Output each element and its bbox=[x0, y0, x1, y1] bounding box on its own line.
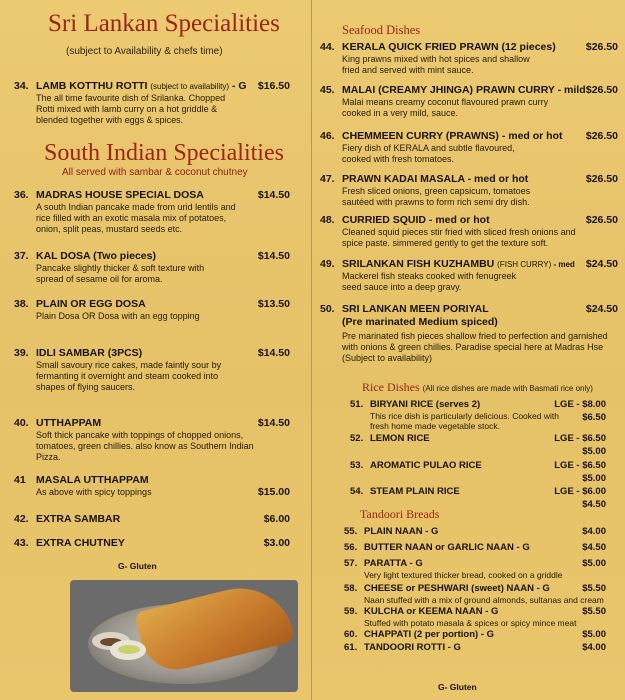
item-description: This rice dish is particularly delicious. Cooked with fresh home made vegetable stock. bbox=[370, 411, 559, 431]
item-price-large: LGE - $8.00 bbox=[554, 399, 606, 410]
menu-item bbox=[320, 173, 618, 208]
item-number: 46. bbox=[320, 130, 335, 142]
item-number: 37. bbox=[14, 250, 29, 262]
item-price: $14.50 bbox=[257, 347, 290, 359]
item-name: KAL DOSA (Two pieces) bbox=[36, 250, 156, 262]
item-name: PLAIN OR EGG DOSA bbox=[36, 298, 146, 310]
item-name: LAMB KOTTHU ROTTI bbox=[36, 80, 148, 92]
item-name: KULCHA or KEEMA NAAN - G bbox=[364, 606, 499, 617]
item-name: UTTHAPPAM bbox=[36, 417, 102, 429]
menu-item bbox=[14, 250, 290, 285]
item-number: 54. bbox=[350, 486, 364, 497]
item-price: $26.50 bbox=[585, 41, 618, 53]
item-description: Naan stuffed with a mix of ground almonds, sultanas and cream bbox=[364, 595, 604, 605]
menu-item bbox=[344, 582, 606, 605]
menu-item bbox=[320, 41, 618, 76]
item-price: $4.50 bbox=[582, 542, 606, 553]
item-number: 53. bbox=[350, 460, 364, 471]
item-name-line2: (Pre marinated Medium spiced) bbox=[342, 316, 498, 328]
item-price: $14.50 bbox=[257, 189, 290, 201]
item-price: $5.50 bbox=[582, 583, 606, 594]
menu-item bbox=[14, 347, 290, 393]
item-description: King prawns mixed with hot spices and shallow fried and served with mint sauce. bbox=[342, 54, 530, 75]
item-number: 44. bbox=[320, 41, 335, 53]
menu-item bbox=[14, 80, 290, 126]
item-price: $15.00 bbox=[257, 486, 290, 498]
item-name: TANDOORI ROTTI - G bbox=[364, 642, 461, 653]
seafood-title: Seafood Dishes bbox=[342, 23, 421, 37]
item-price-regular: $4.50 bbox=[582, 499, 606, 510]
item-description: Cleaned squid pieces stir fried with sliced fresh onions and spice paste. simmered gently to get the texture soft. bbox=[342, 227, 576, 248]
menu-item bbox=[320, 303, 618, 364]
item-name: PARATTA - G bbox=[364, 558, 423, 569]
item-price: $6.00 bbox=[263, 513, 290, 525]
item-number: 48. bbox=[320, 214, 335, 226]
menu-item bbox=[14, 189, 290, 235]
menu-item bbox=[350, 432, 606, 458]
item-note: (subject to availability) bbox=[150, 82, 230, 91]
item-number: 61. bbox=[344, 642, 358, 653]
menu-item bbox=[14, 298, 290, 322]
item-number: 40. bbox=[14, 417, 29, 429]
sri-lankan-subtitle: (subject to Availability & chefs time) bbox=[66, 46, 223, 57]
item-description: The all time favourite dish of Srilanka. Chopped Rotti mixed with lamb curry on a hot griddle & blended together with eggs & spices. bbox=[36, 93, 226, 125]
item-price: $3.00 bbox=[263, 537, 290, 549]
rice-title bbox=[362, 380, 593, 395]
menu-item bbox=[344, 628, 606, 641]
item-number: 39. bbox=[14, 347, 29, 359]
item-description: Mackerel fish steaks cooked with fenugreek seed sauce into a deep gravy. bbox=[342, 271, 517, 292]
item-name: MASALA UTTHAPPAM bbox=[36, 474, 149, 486]
menu-item bbox=[320, 258, 618, 293]
item-number: 36. bbox=[14, 189, 29, 201]
item-price: $5.00 bbox=[582, 558, 606, 569]
item-number: 57. bbox=[344, 558, 358, 569]
menu-item bbox=[344, 557, 606, 580]
item-price-regular: $6.50 bbox=[582, 412, 606, 423]
item-number: 38. bbox=[14, 298, 29, 310]
item-description: Soft thick pancake with toppings of chopped onions, tomatoes, green chillies. also know as Southern Indian Pizza. bbox=[36, 430, 254, 462]
menu-item bbox=[350, 459, 606, 485]
item-name: BUTTER NAAN or GARLIC NAAN - G bbox=[364, 542, 530, 553]
gluten-note: G- Gluten bbox=[118, 561, 157, 571]
menu-item bbox=[14, 417, 290, 463]
item-name: CHAPPATI (2 per portion) - G bbox=[364, 629, 495, 640]
item-price: $13.50 bbox=[257, 298, 290, 310]
menu-item bbox=[14, 513, 290, 526]
item-name: EXTRA SAMBAR bbox=[36, 513, 121, 525]
tandoori-title: Tandoori Breads bbox=[360, 507, 440, 521]
item-number: 55. bbox=[344, 526, 358, 537]
item-name: IDLI SAMBAR (3PCS) bbox=[36, 347, 143, 359]
item-number: 51. bbox=[350, 399, 364, 410]
item-number: 34. bbox=[14, 80, 29, 92]
item-price: $16.50 bbox=[257, 80, 290, 92]
item-price: $26.50 bbox=[585, 214, 618, 226]
item-price: $26.50 bbox=[585, 130, 618, 142]
rice-title-text: Rice Dishes bbox=[362, 380, 420, 394]
menu-item bbox=[14, 537, 290, 550]
item-price: $26.50 bbox=[585, 84, 618, 96]
left-column bbox=[0, 0, 311, 700]
item-price-large: LGE - $6.50 bbox=[554, 460, 606, 471]
menu-item bbox=[320, 214, 618, 249]
item-suffix: - med bbox=[551, 260, 575, 269]
item-price: $5.50 bbox=[582, 606, 606, 617]
item-number: 59. bbox=[344, 606, 358, 617]
item-number: 58. bbox=[344, 583, 358, 594]
item-name: STEAM PLAIN RICE bbox=[370, 486, 460, 497]
south-indian-subtitle: All served with sambar & coconut chutney bbox=[62, 167, 248, 178]
item-number: 42. bbox=[14, 513, 29, 525]
dosa-photo bbox=[70, 580, 298, 692]
item-description: Pre marinated fish pieces shallow fried to perfection and garnished with onions & green chillies. Paradise special here at Madras Hse (Subject to availability) bbox=[342, 331, 608, 363]
rice-note: (All rice dishes are made with Basmati rice only) bbox=[422, 384, 593, 393]
item-number: 56. bbox=[344, 542, 358, 553]
item-number: 60. bbox=[344, 629, 358, 640]
item-price: $4.00 bbox=[582, 526, 606, 537]
item-name: MADRAS HOUSE SPECIAL DOSA bbox=[36, 189, 204, 201]
menu-item bbox=[320, 130, 618, 165]
item-price: $14.50 bbox=[257, 417, 290, 429]
menu-item bbox=[320, 84, 618, 119]
menu-item bbox=[344, 605, 606, 628]
item-description: As above with spicy toppings bbox=[36, 487, 152, 497]
item-description: A south Indian pancake made from urid lentils and rice filled with an exotic masala mix of potatoes, onion, split peas, mustard seeds etc. bbox=[36, 202, 236, 234]
item-price: $5.00 bbox=[582, 629, 606, 640]
item-name: CHEESE or PESHWARI (sweet) NAAN - G bbox=[364, 583, 550, 594]
item-name: SRI LANKAN MEEN PORIYAL bbox=[342, 303, 489, 315]
item-name: PRAWN KADAI MASALA - med or hot bbox=[342, 173, 529, 185]
item-name: CHEMMEEN CURRY (PRAWNS) - med or hot bbox=[342, 130, 563, 142]
item-number: 52. bbox=[350, 433, 364, 444]
item-description: Malai means creamy coconut flavoured prawn curry cooked in a very mild, sauce. bbox=[342, 97, 549, 118]
item-name: CURRIED SQUID - med or hot bbox=[342, 214, 490, 226]
item-price-large: LGE - $6.00 bbox=[554, 486, 606, 497]
item-description: Fiery dish of KERALA and subtle flavoured, cooked with fresh tomatoes. bbox=[342, 143, 515, 164]
item-number: 49. bbox=[320, 258, 335, 270]
menu-item bbox=[344, 641, 606, 654]
item-description: Pancake slightly thicker & soft texture with spread of sesame oil for aroma. bbox=[36, 263, 205, 284]
item-number: 45. bbox=[320, 84, 335, 96]
item-note: (FISH CURRY) bbox=[497, 260, 552, 269]
item-name: PLAIN NAAN - G bbox=[364, 526, 439, 537]
item-name: KERALA QUICK FRIED PRAWN (12 pieces) bbox=[342, 41, 556, 53]
item-price-regular: $5.00 bbox=[582, 446, 606, 457]
item-name: SRILANKAN FISH KUZHAMBU bbox=[342, 258, 495, 270]
item-description: Small savoury rice cakes, made faintly sour by fermanting it overnight and steam cooked into shapes of flying saucers. bbox=[36, 360, 222, 392]
item-suffix: - G bbox=[229, 80, 247, 92]
item-description: Very light textured thicker bread, cooked on a griddle bbox=[364, 570, 563, 580]
menu-item bbox=[14, 474, 290, 498]
menu-item bbox=[350, 398, 606, 431]
item-price: $24.50 bbox=[585, 303, 618, 315]
item-description: Fresh sliced onions, green capsicum, tomatoes sautéed with prawns to form rich semi dry dish. bbox=[342, 186, 531, 207]
right-column bbox=[312, 0, 625, 700]
item-price: $26.50 bbox=[585, 173, 618, 185]
item-price: $14.50 bbox=[257, 250, 290, 262]
item-description: Stuffed with potato masala & spices or spicy mince meat bbox=[364, 618, 577, 628]
sri-lankan-title: Sri Lankan Specialities bbox=[48, 10, 280, 37]
item-name: BIRYANI RICE (serves 2) bbox=[370, 399, 481, 410]
item-name: LEMON RICE bbox=[370, 433, 430, 444]
item-number: 43. bbox=[14, 537, 29, 549]
menu-item bbox=[344, 525, 606, 538]
item-number: 41 bbox=[14, 474, 26, 486]
item-description: Plain Dosa OR Dosa with an egg topping bbox=[36, 311, 200, 321]
gluten-note: G- Gluten bbox=[438, 682, 477, 692]
menu-item bbox=[344, 541, 606, 554]
item-name: MALAI (CREAMY JHINGA) PRAWN CURRY - mild bbox=[342, 84, 586, 96]
south-indian-title: South Indian Specialities bbox=[44, 140, 284, 166]
item-name: EXTRA CHUTNEY bbox=[36, 537, 125, 549]
item-price: $4.00 bbox=[582, 642, 606, 653]
item-number: 50. bbox=[320, 303, 335, 315]
item-price: $24.50 bbox=[585, 258, 618, 270]
item-price-regular: $5.00 bbox=[582, 473, 606, 484]
item-price-large: LGE - $6.50 bbox=[554, 433, 606, 444]
item-number: 47. bbox=[320, 173, 335, 185]
item-name: AROMATIC PULAO RICE bbox=[370, 460, 482, 471]
